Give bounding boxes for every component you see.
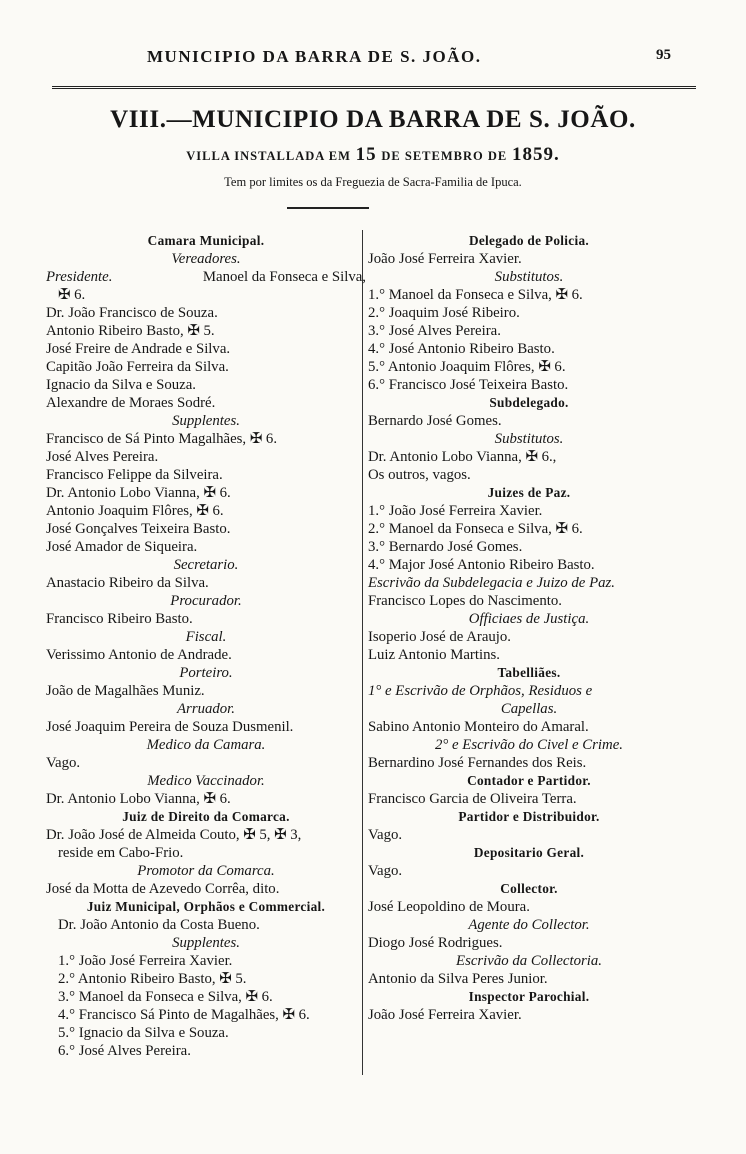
page-number: 95	[656, 47, 671, 63]
installation-middle: DE SETEMBRO DE	[381, 149, 508, 163]
porteiro-heading: Porteiro.	[179, 665, 233, 681]
supplente2-item: 1.° João José Ferreira Xavier.	[58, 953, 233, 969]
juiz-paz-item: 1.° João José Ferreira Xavier.	[368, 503, 543, 519]
supplente2-item: 2.° Antonio Ribeiro Basto, ✠ 5.	[58, 971, 247, 987]
camara-heading: Camara Municipal.	[147, 233, 265, 248]
vereador-item: Ignacio da Silva e Souza.	[46, 377, 196, 393]
vereador-item: Capitão João Ferreira da Silva.	[46, 359, 229, 375]
tabelliao1-name: Sabino Antonio Monteiro do Amaral.	[368, 719, 589, 735]
tabelliaes-heading: Tabelliães.	[497, 665, 561, 680]
promotor-name: José da Motta de Azevedo Corrêa, dito.	[46, 881, 280, 897]
juiz-direito-heading: Juiz de Direito da Comarca.	[122, 809, 290, 824]
medico-vaccinador-name: Dr. Antonio Lobo Vianna, ✠ 6.	[46, 791, 231, 807]
officiaes-item: Isoperio José de Araujo.	[368, 629, 512, 645]
delegado-name: João José Ferreira Xavier.	[368, 251, 522, 267]
substituto2-item: Dr. Antonio Lobo Vianna, ✠ 6.,	[368, 449, 557, 465]
running-header	[0, 47, 746, 69]
escrivao-collectoria-name: Antonio da Silva Peres Junior.	[368, 971, 548, 987]
supplente-item: José Alves Pereira.	[46, 449, 159, 465]
substituto-item: 4.° José Antonio Ribeiro Basto.	[368, 341, 555, 357]
partidor-name: Vago.	[368, 827, 403, 843]
inspector-name: João José Ferreira Xavier.	[368, 1007, 522, 1023]
left-column	[46, 232, 366, 1060]
installation-prefix: VILLA INSTALLADA EM	[186, 149, 351, 163]
fiscal-heading: Fiscal.	[185, 629, 227, 645]
procurador-heading: Procurador.	[170, 593, 242, 609]
tabelliao1-title: 1° e Escrivão de Orphãos, Residuos e	[368, 683, 593, 699]
officiaes-item: Luiz Antonio Martins.	[368, 647, 500, 663]
juiz-paz-item: 3.° Bernardo José Gomes.	[368, 539, 523, 555]
subdelegado-name: Bernardo José Gomes.	[368, 413, 502, 429]
supplente2-item: 3.° Manoel da Fonseca e Silva, ✠ 6.	[58, 989, 273, 1005]
tabelliao1-title-cont: Capellas.	[500, 701, 558, 717]
agente-heading: Agente do Collector.	[468, 917, 590, 933]
substituto-item: 5.° Antonio Joaquim Flôres, ✠ 6.	[368, 359, 566, 375]
contador-name: Francisco Garcia de Oliveira Terra.	[368, 791, 577, 807]
substituto-item: 6.° Francisco José Teixeira Basto.	[368, 377, 569, 393]
medico-camara-heading: Medico da Camara.	[146, 737, 266, 753]
delegado-heading: Delegado de Policia.	[468, 233, 590, 248]
subdelegado-heading: Subdelegado.	[489, 395, 569, 410]
escrivao-subdelegacia-heading: Escrivão da Subdelegacia e Juizo de Paz.	[368, 575, 615, 591]
fiscal-name: Verissimo Antonio de Andrade.	[46, 647, 232, 663]
supplente-item: Francisco de Sá Pinto Magalhães, ✠ 6.	[46, 431, 278, 447]
juiz-direito-name: Dr. João José de Almeida Couto, ✠ 5, ✠ 3,	[46, 827, 302, 843]
vereador-item: Antonio Ribeiro Basto, ✠ 5.	[46, 323, 215, 339]
juiz-municipal-name: Dr. João Antonio da Costa Bueno.	[58, 917, 260, 933]
substituto2-item: Os outros, vagos.	[368, 467, 471, 483]
inspector-heading: Inspector Parochial.	[468, 989, 590, 1004]
supplente2-item: 4.° Francisco Sá Pinto de Magalhães, ✠ 6.	[58, 1007, 310, 1023]
partidor-heading: Partidor e Distribuidor.	[458, 809, 600, 824]
porteiro-name: João de Magalhães Muniz.	[46, 683, 205, 699]
limits-line: Tem por limites os da Freguezia de Sacra-Familia de Ipuca.	[224, 175, 522, 189]
promotor-heading: Promotor da Comarca.	[137, 863, 275, 879]
substitutos-heading: Substitutos.	[494, 269, 564, 285]
juizes-paz-heading: Juizes de Paz.	[487, 485, 571, 500]
juiz-paz-item: 2.° Manoel da Fonseca e Silva, ✠ 6.	[368, 521, 583, 537]
procurador-name: Francisco Ribeiro Basto.	[46, 611, 193, 627]
section-divider	[287, 207, 369, 209]
section-title: VIII.—MUNICIPIO DA BARRA DE S. JOÃO.	[110, 106, 636, 133]
arruador-name: José Joaquim Pereira de Souza Dusmenil.	[46, 719, 294, 735]
header-rule	[52, 86, 696, 89]
collector-name: José Leopoldino de Moura.	[368, 899, 530, 915]
depositario-name: Vago.	[368, 863, 403, 879]
medico-vaccinador-heading: Medico Vaccinador.	[147, 773, 265, 789]
vereador-item: Alexandre de Moraes Sodré.	[46, 395, 216, 411]
supplentes-heading: Supplentes.	[172, 413, 240, 429]
juiz-municipal-heading: Juiz Municipal, Orphãos e Commercial.	[86, 899, 326, 914]
supplente-item: José Gonçalves Teixeira Basto.	[46, 521, 231, 537]
presidente-name: Manoel da Fonseca e Silva,	[202, 269, 366, 285]
substituto-item: 2.° Joaquim José Ribeiro.	[368, 305, 520, 321]
vereador-item: Dr. João Francisco de Souza.	[46, 305, 218, 321]
installation-year: 1859.	[511, 144, 560, 165]
supplente-item: José Amador de Siqueira.	[46, 539, 198, 555]
supplentes2-heading: Supplentes.	[172, 935, 240, 951]
presidente-line	[46, 268, 366, 286]
escrivao-subdelegacia-name: Francisco Lopes do Nascimento.	[368, 593, 562, 609]
escrivao-collectoria-heading: Escrivão da Collectoria.	[456, 953, 602, 969]
presidente-cont: ✠ 6.	[58, 287, 86, 303]
substitutos2-heading: Substitutos.	[494, 431, 564, 447]
tabelliao2-name: Bernardino José Fernandes dos Reis.	[368, 755, 587, 771]
officiaes-heading: Officiaes de Justiça.	[468, 611, 590, 627]
depositario-heading: Depositario Geral.	[473, 845, 585, 860]
supplente2-item: 5.° Ignacio da Silva e Souza.	[58, 1025, 229, 1041]
secretario-name: Anastacio Ribeiro da Silva.	[46, 575, 209, 591]
presidente-label: Presidente.	[46, 269, 113, 285]
arruador-heading: Arruador.	[177, 701, 235, 717]
juiz-direito-cont: reside em Cabo-Frio.	[58, 845, 184, 861]
contador-heading: Contador e Partidor.	[467, 773, 591, 788]
tabelliao2-title: 2° e Escrivão do Civel e Crime.	[435, 737, 623, 753]
substituto-item: 1.° Manoel da Fonseca e Silva, ✠ 6.	[368, 287, 583, 303]
secretario-heading: Secretario.	[173, 557, 239, 573]
substituto-item: 3.° José Alves Pereira.	[368, 323, 501, 339]
vereadores-heading: Vereadores.	[171, 251, 241, 267]
supplente-item: Dr. Antonio Lobo Vianna, ✠ 6.	[46, 485, 231, 501]
installation-line	[0, 144, 746, 166]
juiz-paz-item: 4.° Major José Antonio Ribeiro Basto.	[368, 557, 595, 573]
running-title: MUNICIPIO DA BARRA DE S. JOÃO.	[147, 47, 482, 66]
supplente2-item: 6.° José Alves Pereira.	[58, 1043, 191, 1059]
right-column	[368, 232, 690, 1024]
medico-camara-name: Vago.	[46, 755, 81, 771]
collector-heading: Collector.	[500, 881, 558, 896]
supplente-item: Francisco Felippe da Silveira.	[46, 467, 223, 483]
vereador-item: José Freire de Andrade e Silva.	[46, 341, 231, 357]
supplente-item: Antonio Joaquim Flôres, ✠ 6.	[46, 503, 224, 519]
agente-name: Diogo José Rodrigues.	[368, 935, 503, 951]
installation-day: 15	[355, 144, 377, 165]
